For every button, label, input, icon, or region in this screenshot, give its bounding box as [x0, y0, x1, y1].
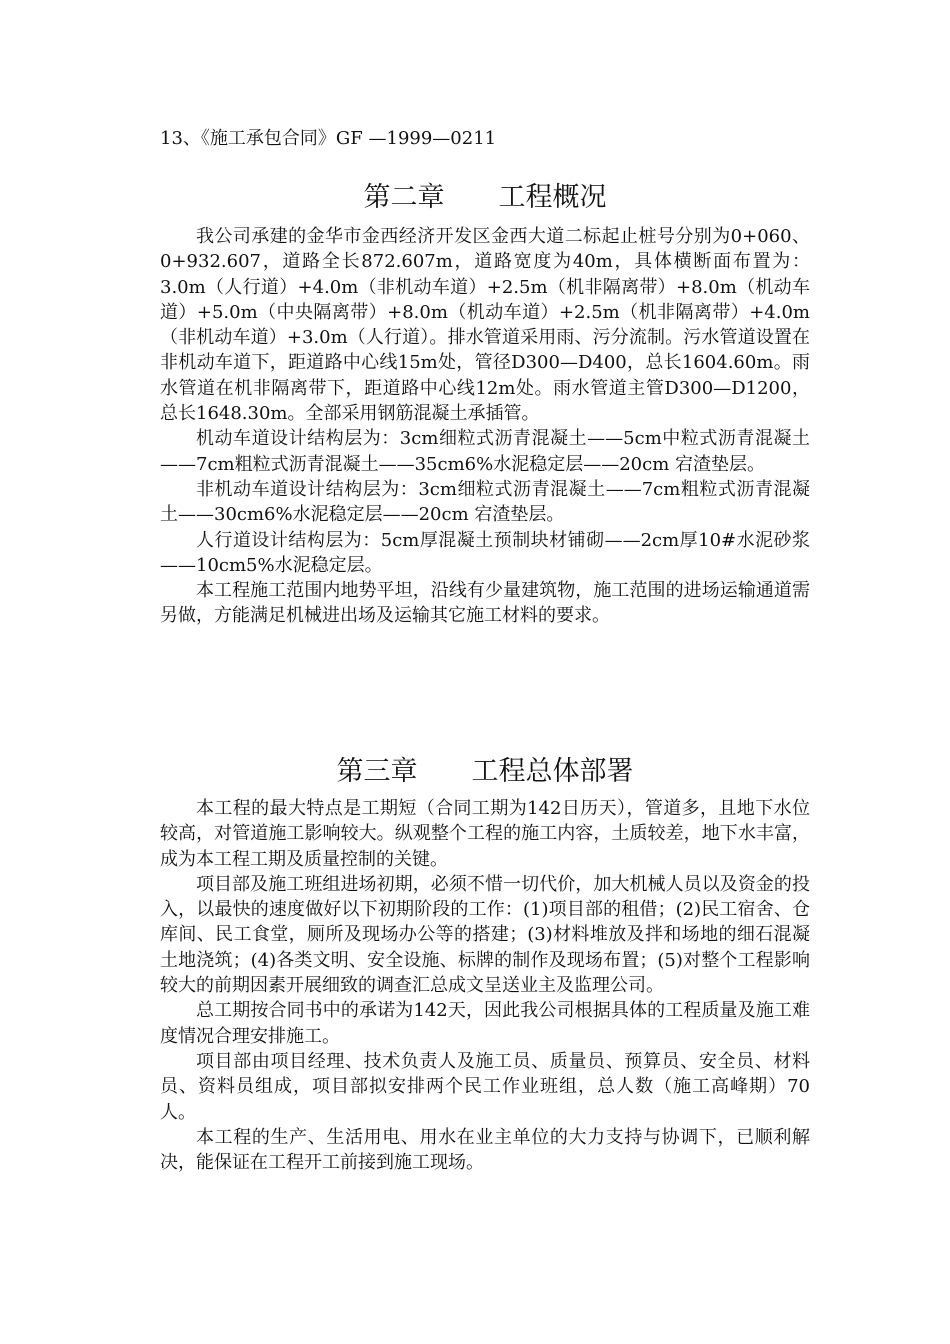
paragraph: 非机动车道设计结构层为：3cm细粒式沥青混凝土——7cm粗粒式沥青混凝土——30cm6%水泥稳定层——20cm 宕渣垫层。	[160, 478, 810, 526]
chapter-2-title: 第二章 工程概况	[363, 182, 607, 213]
reference-line: 13、《施工承包合同》GF —1999—0211	[160, 128, 497, 149]
chapter-2-body	[160, 224, 810, 629]
paragraph: 项目部及施工班组进场初期，必须不惜一切代价，加大机械人员以及资金的投入，以最快的速度做好以下初期阶段的工作：(1)项目部的租借；(2)民工宿舍、仓库间、民工食堂，厕所及现场办公等的搭建；(3)材料堆放及拌和场地的细石混凝土地浇筑；(4)各类文明、安全设施、标牌的制作及现场布置；(5)对整个工程影响较大的前期因素开展细致的调查汇总成文呈送业主及监理公司。	[160, 873, 810, 997]
paragraph: 本工程的生产、生活用电、用水在业主单位的大力支持与协调下，已顺利解决，能保证在工程开工前接到施工现场。	[160, 1126, 810, 1174]
paragraph: 我公司承建的金华市金西经济开发区金西大道二标起止桩号分别为0+060、0+932.607，道路全长872.607m，道路宽度为40m，具体横断面布置为：3.0m（人行道）+4.0m（非机动车道）+2.5m（机非隔离带）+8.0m（机动车道）+5.0m（中央隔离带）+8.0m（机动车道）+2.5m（机非隔离带）+4.0m（非机动车道）+3.0m（人行道）。排水管道采用雨、污分流制。污水管道设置在非机动车道下，距道路中心线15m处，管径D300—D400，总长1604.60m。雨水管道在机非隔离带下，距道路中心线12m处。雨水管道主管D300—D1200，总长1648.30m。全部采用钢筋混凝土承插管。	[160, 226, 810, 425]
paragraph: 机动车道设计结构层为：3cm细粒式沥青混凝土——5cm中粒式沥青混凝土——7cm粗粒式沥青混凝土——35cm6%水泥稳定层——20cm 宕渣垫层。	[160, 428, 810, 475]
paragraph: 本工程的最大特点是工期短（合同工期为142日历天），管道多，且地下水位较高，对管道施工影响较大。纵观整个工程的施工内容，土质较差，地下水丰富，成为本工程工期及质量控制的关键。	[160, 798, 810, 870]
paragraph: 项目部由项目经理、技术负责人及施工员、质量员、预算员、安全员、材料员、资料员组成，项目部拟安排两个民工作业班组，总人数（施工高峰期）70人。	[160, 1050, 810, 1123]
paragraph: 人行道设计结构层为：5cm厚混凝土预制块材铺砌——2cm厚10#水泥砂浆——10cm5%水泥稳定层。	[160, 529, 810, 576]
paragraph: 总工期按合同书中的承诺为142天，因此我公司根据具体的工程质量及施工难度情况合理安排施工。	[160, 1000, 810, 1047]
chapter-3-body	[160, 796, 810, 1175]
paragraph: 本工程施工范围内地势平坦，沿线有少量建筑物，施工范围的进场运输通道需另做，方能满足机械进出场及运输其它施工材料的要求。	[160, 580, 810, 627]
chapter-3-title: 第三章 工程总体部署	[336, 756, 634, 787]
